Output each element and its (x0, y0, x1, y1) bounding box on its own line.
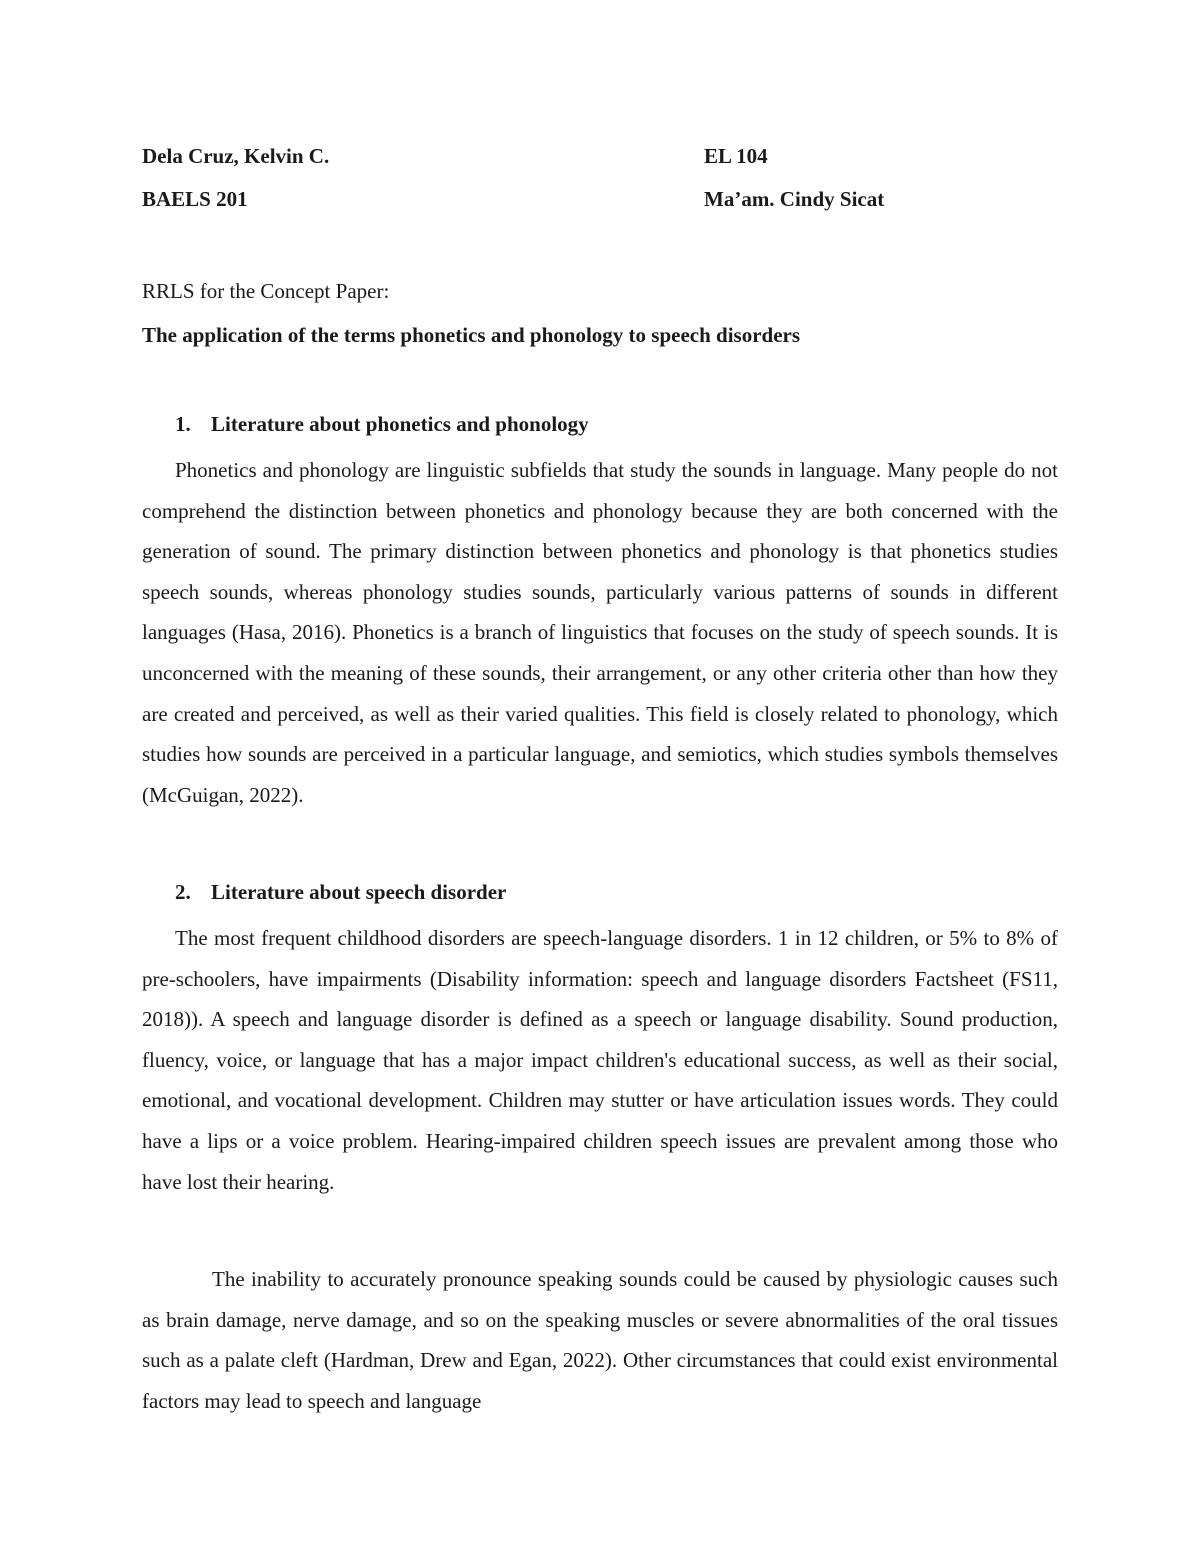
section-number: 2. (175, 880, 191, 904)
section-2-paragraph-2: The inability to accurately pronounce speaking sounds could be caused by physiologic causes such as brain damage, nerve damage, and so on the speaking muscles or severe abnormalities of the oral tissues such as a palate cleft (Hardman, Drew and Egan, 2022). Other circumstances that could exist environmental factors may lead to speech and language (142, 1267, 1058, 1413)
document-label: RRLS for the Concept Paper: (142, 279, 390, 303)
section-heading-text: Literature about phonetics and phonology (211, 412, 589, 436)
course-code: EL 104 (704, 144, 768, 168)
section-number: 1. (175, 412, 191, 436)
document-title: The application of the terms phonetics and phonology to speech disorders (142, 323, 801, 347)
instructor-name: Ma’am. Cindy Sicat (704, 187, 885, 211)
section-code: BAELS 201 (142, 187, 248, 211)
section-heading-text: Literature about speech disorder (211, 880, 507, 904)
header-row-2 (142, 187, 1058, 212)
section-1-paragraph-1: Phonetics and phonology are linguistic subfields that study the sounds in language. Many people do not comprehend the distinction between phonetics and phonology because they are both concerned with the generation of sound. The primary distinction between phonetics and phonology is that phonetics studies speech sounds, whereas phonology studies sounds, particularly various patterns of sounds in different languages (Hasa, 2016). Phonetics is a branch of linguistics that focuses on the study of speech sounds. It is unconcerned with the meaning of these sounds, their arrangement, or any other criteria other than how they are created and perceived, as well as their varied qualities. This field is closely related to phonology, which studies how sounds are perceived in a particular language, and semiotics, which studies symbols themselves (McGuigan, 2022). (142, 458, 1058, 807)
header-row-1 (142, 144, 1058, 169)
section-2-paragraph-1: The most frequent childhood disorders are speech-language disorders. 1 in 12 children, or 5% to 8% of pre-schoolers, have impairments (Disability information: speech and language disorders Factsheet (FS11, 2018)). A speech and language disorder is defined as a speech or language disability. Sound production, fluency, voice, or language that has a major impact children's educational success, as well as their social, emotional, and vocational development. Children may stutter or have articulation issues words. They could have a lips or a voice problem. Hearing-impaired children speech issues are prevalent among those who have lost their hearing. (142, 926, 1058, 1194)
student-name: Dela Cruz, Kelvin C. (142, 144, 330, 168)
section-heading-2 (175, 880, 506, 905)
section-heading-1 (175, 412, 589, 437)
